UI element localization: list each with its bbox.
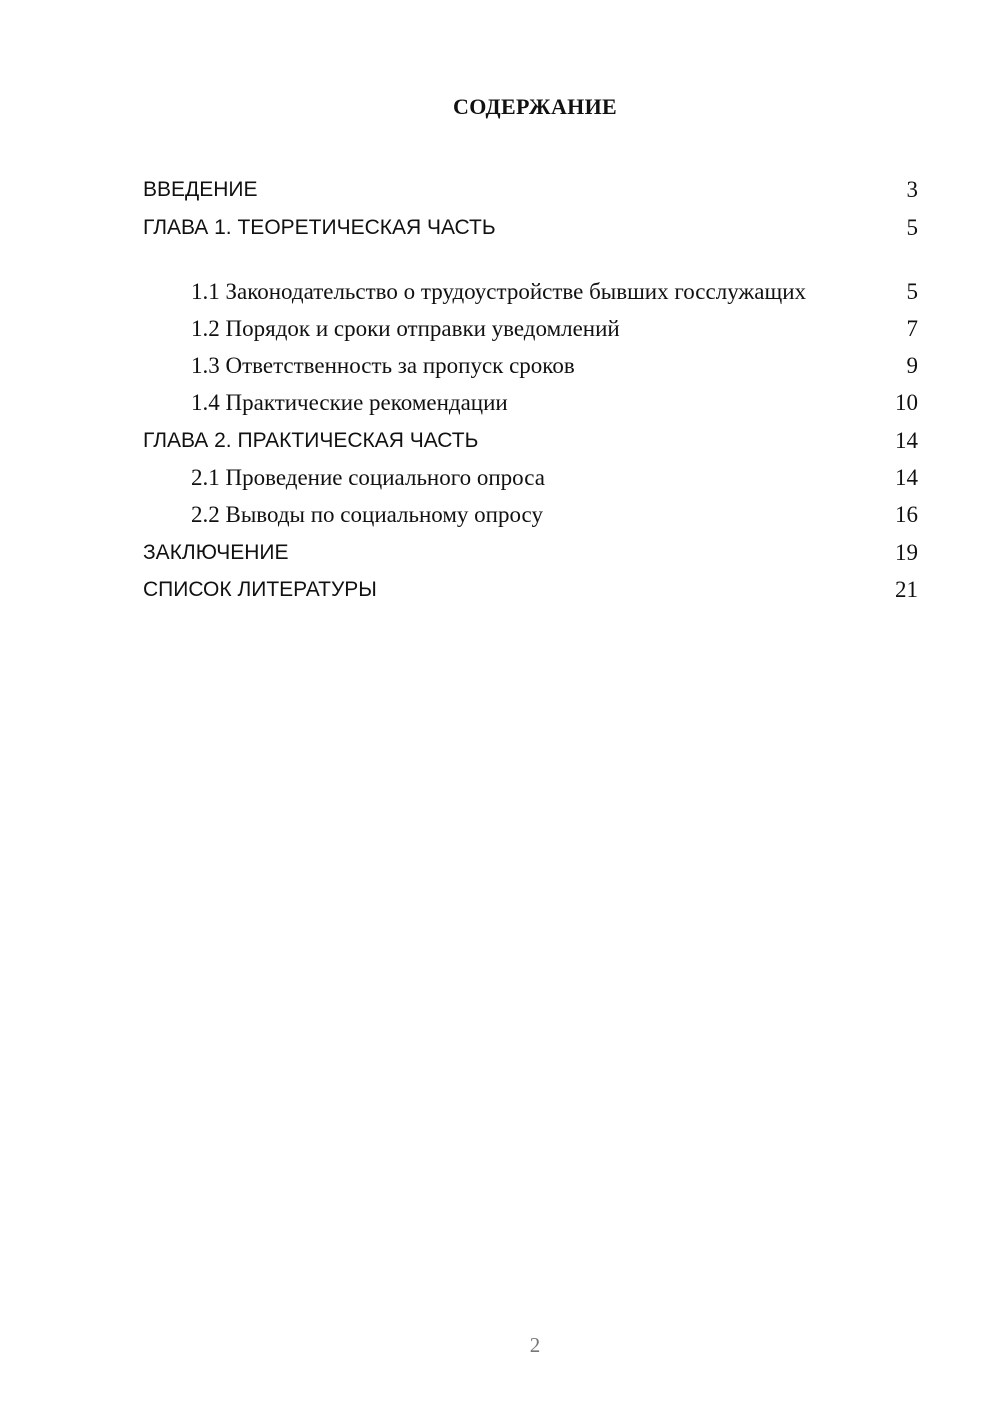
toc-entry-page: 9	[906, 353, 918, 379]
toc-entry-label: ГЛАВА 1. ТЕОРЕТИЧЕСКАЯ ЧАСТЬ	[143, 215, 496, 239]
toc-entry-page: 14	[895, 427, 918, 453]
toc-entry-label: 1.2 Порядок и сроки отправки уведомлений	[191, 315, 620, 341]
page-number: 2	[529, 1333, 541, 1357]
toc-entry-chapter-1[interactable]	[143, 203, 918, 240]
toc-entry-label: 2.1 Проведение социального опроса	[191, 465, 545, 491]
toc-entry-section-1-1[interactable]	[143, 241, 918, 305]
toc-entry-page: 7	[906, 315, 918, 341]
toc-entry-label: 1.4 Практические рекомендации	[191, 390, 508, 416]
toc-entry-label: СПИСОК ЛИТЕРАТУРЫ	[143, 577, 377, 601]
toc-entry-page: 5	[906, 278, 918, 304]
toc-entry-label: ЗАКЛЮЧЕНИЕ	[143, 540, 289, 564]
toc-entry-section-1-3[interactable]	[143, 342, 918, 379]
toc-entry-chapter-2[interactable]	[143, 416, 918, 453]
toc-entry-page: 21	[895, 576, 918, 602]
toc-entry-introduction[interactable]	[143, 166, 918, 203]
toc-entry-page: 3	[906, 177, 918, 203]
toc-entry-conclusion[interactable]	[143, 528, 918, 565]
toc-entry-label: ВВЕДЕНИЕ	[143, 178, 258, 202]
toc-entry-page: 19	[895, 539, 918, 565]
toc-entry-section-1-4[interactable]	[143, 379, 918, 416]
toc-entry-label: 1.3 Ответственность за пропуск сроков	[191, 353, 575, 379]
toc-entry-page: 10	[895, 390, 918, 416]
toc-entry-section-2-2[interactable]	[143, 491, 918, 528]
toc-entry-page: 16	[895, 502, 918, 528]
toc-entry-section-1-2[interactable]	[143, 305, 918, 342]
page-title: СОДЕРЖАНИЕ	[453, 94, 617, 119]
toc-entry-section-2-1[interactable]	[143, 454, 918, 491]
toc-entry-page: 14	[895, 465, 918, 491]
toc-entry-references[interactable]	[143, 566, 918, 603]
toc-entry-label: ГЛАВА 2. ПРАКТИЧЕСКАЯ ЧАСТЬ	[143, 428, 479, 452]
toc-entry-page: 5	[906, 214, 918, 240]
table-of-contents	[143, 166, 918, 603]
toc-entry-label: 1.1 Законодательство о трудоустройстве бывших госслужащих	[191, 278, 807, 304]
toc-entry-label: 2.2 Выводы по социальному опросу	[191, 502, 543, 528]
